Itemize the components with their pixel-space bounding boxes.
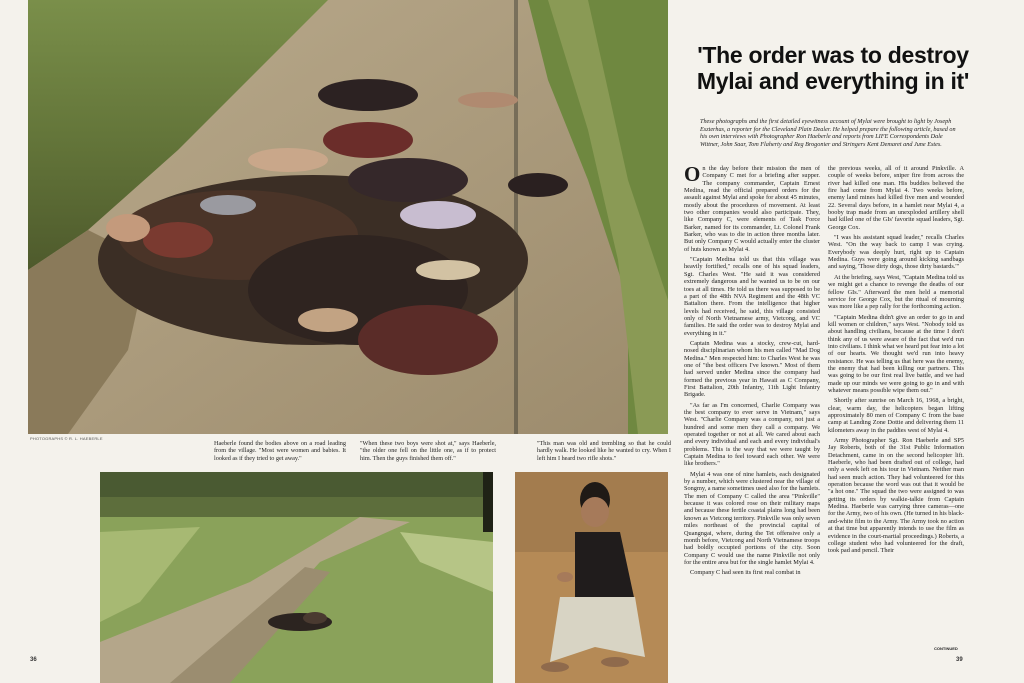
headline-line-1: 'The order was to destroy bbox=[697, 42, 969, 68]
paragraph: the previous weeks, all of it around Pinkville. A couple of weeks before, sniper fire from across the river had killed one man. His buddies believed the fire had come from Mylai 4. Two weeks before, enemy land mines had killed five men and wounded 22. Several days before, in a hamlet near Mylai 4, a booby trap made from an unexploded artillery shell had killed one of the GIs' favorite squad leaders, Sgt. George Cox. bbox=[828, 165, 964, 231]
paragraph: Captain Medina was a stocky, crew-cut, hard-nosed disciplinarian whom his men called "Mad Dog Medina." Men respected him: to Charles West he was one of "the best officers I've known." Most of them had served under Medina since the company had formed the previous year in Hawaii as C Company, First Battalion, 20th Infantry, 11th Light Infantry Brigade. bbox=[684, 339, 820, 399]
paragraph: Mylai 4 was one of nine hamlets, each designated by a number, which were clustered near the village of Songmy, a name sometimes used also for the hamlets. The men of Company C called the area "Pinkville" because it was colored rose on their military maps and because these fertile coastal plains long had been known as Vietcong territory. Pinkville was only seven miles northeast of the provincial capital of Quangngai, where, during the Tet offensive only a month before, Vietcong and North Vietnamese troops had boldly occupied portions of the city. Soon Company C would use the name Pinkville not only for the entire area but for the single hamlet Mylai 4. bbox=[684, 470, 820, 566]
caption-road-photo: "When these two boys were shot at," says Haeberle, "the older one fell on the little one, as if to protect him. Then the guys finished them off." bbox=[360, 440, 496, 462]
paragraph: Army Photographer Sgt. Ron Haeberle and SP5 Jay Roberts, both of the 31st Public Information Detachment, came in on the second helicopter lift. Haeberle, who had been drafted out of college, had only a week left on his tour in Vietnam. Neither man had seen much action. They had volunteered for this operation because the word was out that it would be "a hot one." The squad the two were assigned to was getting its orders by walkie-talkie from Captain Medina. Haeberle was carrying three cameras—one for the Army, two of his own. (He turned in his black-and-white film to the Army. The Army took no action at that time but apparently intends to use the film as evidence in the court-martial proceedings.) Roberts, a college student who had volunteered for the draft, took pad and pencil. Their bbox=[828, 437, 964, 555]
page-number-right: 39 bbox=[956, 657, 963, 663]
paragraph: Company C had seen its first real combat in bbox=[690, 569, 801, 577]
intro-deck: These photographs and the first detailed eyewitness account of Mylai were brought to light by Joseph Eszterhas, a reporter for the Cleveland Plain Dealer. He helped prepare the following article, based on his own interviews with Photographer Ron Haeberle and reports from LIFE Correspondents Dale Wittner, John Saar, Tom Flaherty and Reg Brogonier and Stringers Kent Demaret and June Estes. bbox=[700, 118, 956, 148]
main-photo-image bbox=[28, 0, 668, 434]
man-photo bbox=[515, 472, 668, 683]
headline-line-2: Mylai and everything in it' bbox=[696, 68, 970, 94]
paragraph: At the briefing, says West, "Captain Medina told us we might get a chance to revenge the deaths of our fellow GIs." Afterward the men held a memorial service for George Cox, but the ritual of mourning was more like a pep rally for the forthcoming action. bbox=[828, 273, 964, 311]
paragraph: "Captain Medina told us that this village was heavily fortified," recalls one of his squad leaders, Sgt. Charles West. "He said it was considered extremely dangerous and he wanted us to be on our toes at all times. He told us there was supposed to be a part of the 48th NVA Regiment and the 48th VC Battalion there. From the intelligence that higher levels had received, he said, this village consisted only of North Vietnamese army, Vietcong, and VC families. He said the order was to destroy Mylai and everything in it." bbox=[684, 256, 820, 337]
article-column-2 bbox=[828, 165, 964, 558]
photo-credit: PHOTOGRAPHS © R. L. HAEBERLE bbox=[30, 436, 103, 441]
paragraph: n the day before their mission the men of Company C met for a briefing after supper. The company commander, Captain Ernest Medina, read the official prepared orders for the assault against Mylai and spoke for about 45 minutes, mostly about the procedures of movement. At least two other companies would also participate. They, like Company C, were elements of Task Force Barker, named for its commander, Lt. Colonel Frank Barker, who was to die in action three months later. But only Company C would actually enter the cluster of huts known as Mylai 4. bbox=[684, 165, 820, 253]
paragraph: "I was his assistant squad leader," recalls Charles West. "On the way back to camp I was crying. Everybody was deeply hurt, right up to Captain Medina. Guys were going around kicking sandbags and saying, 'Those dirty dogs, those dirty bastards.'" bbox=[828, 234, 964, 271]
caption-man-photo: "This man was old and trembling so that he could hardly walk. He looked like he wanted to cry. When I left him I heard two rifle shots." bbox=[537, 440, 671, 462]
headline bbox=[688, 42, 978, 94]
article-column-1 bbox=[684, 162, 820, 580]
paragraph: "Captain Medina didn't give an order to go in and kill women or children," says West. "Nobody told us about handling civilians, because at the time I don't think any of us were aware of the fact that we'd run into civilians. I think what we heard put fear into a lot of our hearts. We thought we'd run into heavy resistance. He was telling us that here was the enemy, the enemy that had been killing our partners. This was going to be our first real live battle, and we had made up our minds we were going to go in and with whatever means possible wipe them out." bbox=[828, 313, 964, 394]
page-number-left: 36 bbox=[30, 657, 37, 663]
paragraph: "As far as I'm concerned, Charlie Company was the best company to ever serve in Vietnam," says West. "Charlie Company was a company, not just a hundred and some men they call a company. We operated together or not at all. We cared about each and every individual and each and every individual's problems. This is the way that we were taught by Captain Medina to feel toward each other. We were like brothers." bbox=[684, 401, 820, 468]
main-photo bbox=[28, 0, 668, 434]
road-photo-image bbox=[100, 472, 493, 683]
caption-main-photo: Haeberle found the bodies above on a road leading from the village. "Most were women and babies. It looked as if they tried to get away." bbox=[214, 440, 346, 462]
drop-cap: O bbox=[684, 162, 701, 186]
continued-label: CONTINUED bbox=[934, 646, 958, 651]
man-photo-image bbox=[515, 472, 668, 683]
paragraph: Shortly after sunrise on March 16, 1968, a bright, clear, warm day, the helicopters began lifting approximately 80 men of Company C from the base camp at Landing Zone Dottie and delivering them 11 kilometers away in the paddies west of Mylai 4. bbox=[828, 397, 964, 434]
road-photo bbox=[100, 472, 493, 683]
